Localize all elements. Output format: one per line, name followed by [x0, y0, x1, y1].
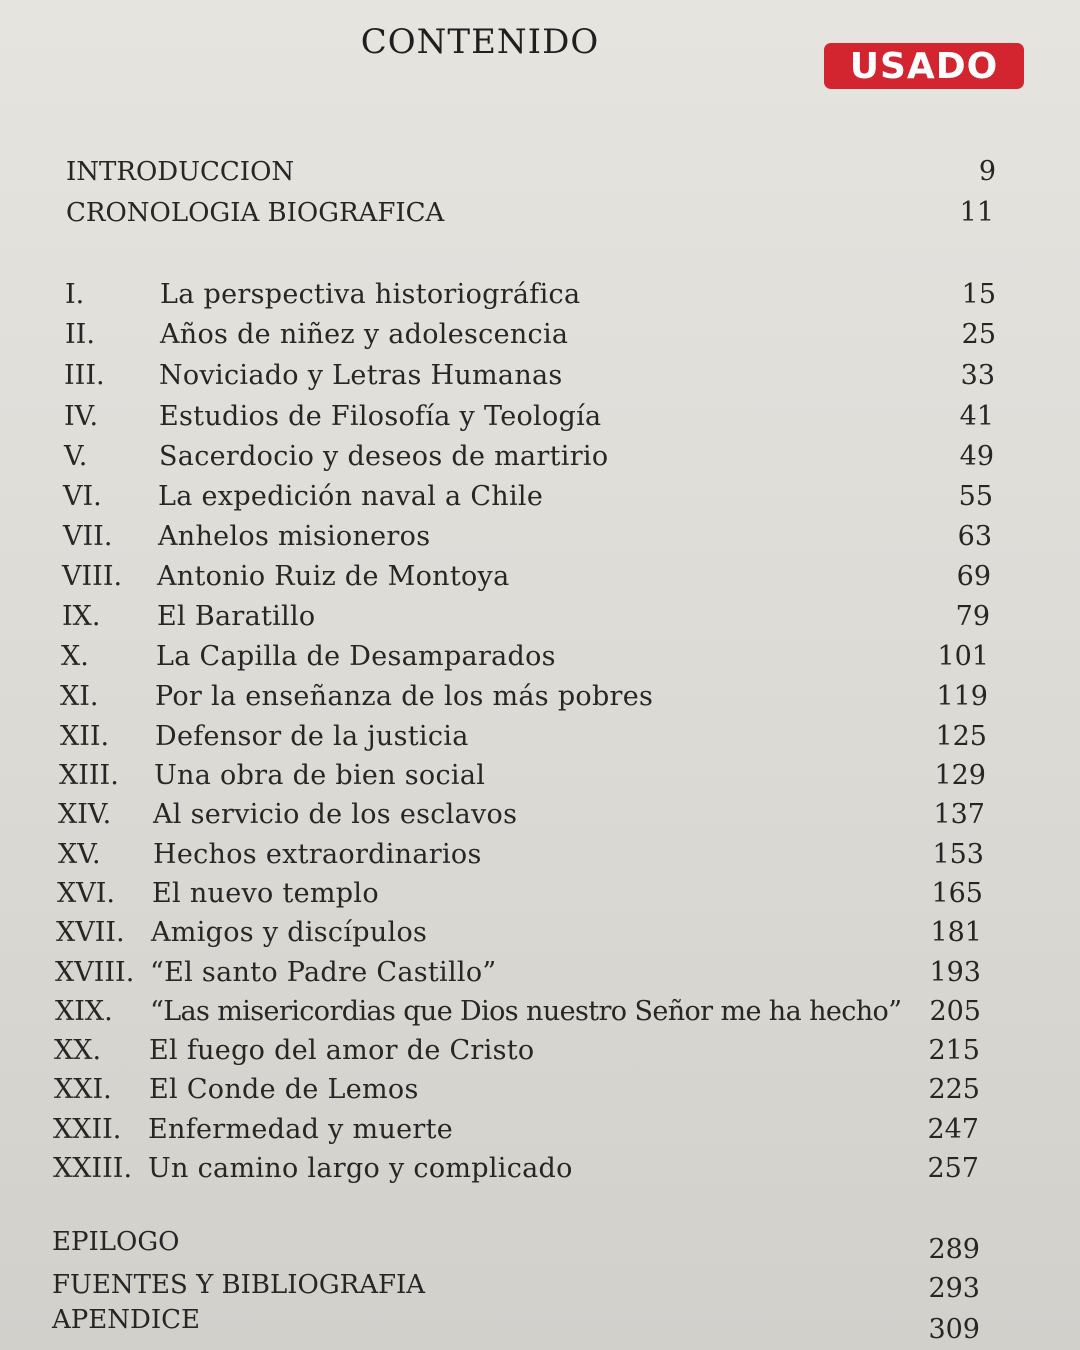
chapter-number: XVII.	[56, 917, 125, 948]
toc-entry-apendice	[52, 1300, 992, 1345]
toc-chapter	[60, 717, 1000, 757]
toc-chapter	[65, 315, 1005, 355]
toc-entry-label: APENDICE	[52, 1305, 200, 1335]
chapter-number: IV.	[64, 401, 99, 432]
chapter-title: Anhelos misioneros	[158, 521, 431, 552]
chapter-page: 63	[957, 521, 992, 552]
chapter-title: “El santo Padre Castillo”	[150, 957, 497, 988]
chapter-page: 137	[933, 799, 985, 830]
chapter-page: 41	[959, 401, 994, 432]
toc-chapter	[60, 677, 1000, 717]
chapter-title: El Conde de Lemos	[149, 1074, 419, 1105]
chapter-number: XVIII.	[55, 957, 135, 988]
chapter-page: 69	[956, 561, 991, 592]
toc-chapter	[57, 874, 997, 914]
toc-entry-page: 11	[959, 197, 994, 228]
chapter-page: 79	[955, 601, 990, 632]
toc-chapter	[54, 1031, 994, 1071]
chapter-page: 101	[937, 641, 989, 672]
chapter-page: 257	[927, 1153, 979, 1184]
chapter-title: Años de niñez y adolescencia	[160, 319, 569, 350]
chapter-number: X.	[61, 641, 89, 672]
chapter-page: 205	[929, 996, 981, 1027]
toc-chapter	[64, 437, 1004, 477]
chapter-title: Un camino largo y complicado	[148, 1153, 573, 1184]
toc-entry-page: 309	[928, 1314, 980, 1345]
chapter-number: IX.	[62, 601, 101, 632]
chapter-number: XVI.	[57, 878, 115, 909]
toc-chapter	[63, 477, 1003, 517]
toc-chapter	[64, 356, 1004, 396]
toc-entry-label: EPILOGO	[52, 1227, 180, 1257]
toc-chapter	[63, 517, 1003, 557]
chapter-number: XIV.	[58, 799, 112, 830]
chapter-page: 49	[959, 441, 994, 472]
toc-chapter	[64, 397, 1004, 437]
toc-entry-label: FUENTES Y BIBLIOGRAFIA	[52, 1270, 426, 1300]
toc-entry-page: 293	[928, 1273, 980, 1304]
toc-chapter	[62, 557, 1002, 597]
toc-entry-fuentes	[52, 1265, 992, 1305]
chapter-title: Una obra de bien social	[154, 760, 486, 791]
chapter-number: I.	[65, 279, 85, 310]
toc-chapter	[56, 913, 996, 953]
toc-chapter	[54, 1070, 994, 1110]
chapter-title: Hechos extraordinarios	[153, 839, 482, 870]
page-title: CONTENIDO	[360, 22, 600, 62]
toc-chapter	[53, 1110, 993, 1150]
chapter-title: Antonio Ruiz de Montoya	[157, 561, 510, 592]
chapter-page: 33	[960, 360, 995, 391]
chapter-number: XXII.	[53, 1114, 122, 1145]
chapter-title: El fuego del amor de Cristo	[149, 1035, 535, 1066]
toc-entry-page: 9	[978, 156, 996, 187]
chapter-page: 165	[931, 878, 983, 909]
chapter-page: 215	[928, 1035, 980, 1066]
chapter-number: XXIII.	[53, 1153, 133, 1184]
toc-chapter	[65, 275, 1005, 315]
chapter-number: VI.	[63, 481, 102, 512]
chapter-number: XXI.	[54, 1074, 112, 1105]
chapter-page: 181	[930, 917, 982, 948]
toc-chapter	[58, 795, 998, 835]
chapter-title: Amigos y discípulos	[151, 917, 428, 948]
chapter-title: La expedición naval a Chile	[158, 481, 544, 512]
chapter-page: 15	[961, 279, 996, 310]
used-badge: USADO	[824, 43, 1024, 89]
chapter-page: 193	[929, 957, 981, 988]
chapter-number: XII.	[60, 721, 110, 752]
chapter-title: Defensor de la justicia	[155, 721, 469, 752]
chapter-title: Noviciado y Letras Humanas	[159, 360, 563, 391]
chapter-title: Enfermedad y muerte	[148, 1114, 454, 1145]
toc-chapter	[55, 992, 995, 1032]
chapter-page: 129	[934, 760, 986, 791]
chapter-page: 153	[932, 839, 984, 870]
toc-entry-epilogo	[52, 1222, 992, 1265]
chapter-number: XI.	[60, 681, 99, 712]
chapter-page: 119	[936, 681, 988, 712]
chapter-number: XIX.	[55, 996, 113, 1027]
toc-chapter	[53, 1149, 993, 1189]
chapter-page: 125	[935, 721, 987, 752]
chapter-title: El nuevo templo	[152, 878, 379, 909]
chapter-title: “Las misericordias que Dios nuestro Señor me ha hecho”	[150, 996, 902, 1027]
toc-entry-introduccion	[66, 152, 1006, 192]
chapter-number: V.	[64, 441, 88, 472]
chapter-title: Por la enseñanza de los más pobres	[155, 681, 654, 712]
chapter-title: Estudios de Filosofía y Teología	[159, 401, 602, 432]
chapter-title: Al servicio de los esclavos	[153, 799, 518, 830]
toc-chapter	[58, 835, 998, 875]
chapter-page: 247	[927, 1114, 979, 1145]
chapter-number: III.	[64, 360, 105, 391]
toc-entry-label: CRONOLOGIA BIOGRAFICA	[66, 198, 445, 228]
chapter-title: El Baratillo	[157, 601, 316, 632]
chapter-number: VIII.	[62, 561, 123, 592]
toc-chapter	[61, 637, 1001, 677]
toc-entry-cronologia	[66, 193, 1006, 233]
chapter-number: XV.	[58, 839, 101, 870]
chapter-number: XIII.	[59, 760, 119, 791]
chapter-title: Sacerdocio y deseos de martirio	[159, 441, 609, 472]
chapter-title: La Capilla de Desamparados	[156, 641, 556, 672]
toc-chapter	[59, 756, 999, 796]
toc-entry-label: INTRODUCCION	[66, 157, 295, 187]
chapter-number: VII.	[63, 521, 113, 552]
chapter-page: 25	[961, 319, 996, 350]
chapter-page: 225	[928, 1074, 980, 1105]
toc-chapter	[62, 597, 1002, 637]
chapter-page: 55	[958, 481, 993, 512]
toc-entry-page: 289	[928, 1234, 980, 1265]
chapter-number: XX.	[54, 1035, 102, 1066]
chapter-number: II.	[65, 319, 95, 350]
toc-chapter	[55, 953, 995, 993]
chapter-title: La perspectiva historiográfica	[160, 279, 581, 310]
